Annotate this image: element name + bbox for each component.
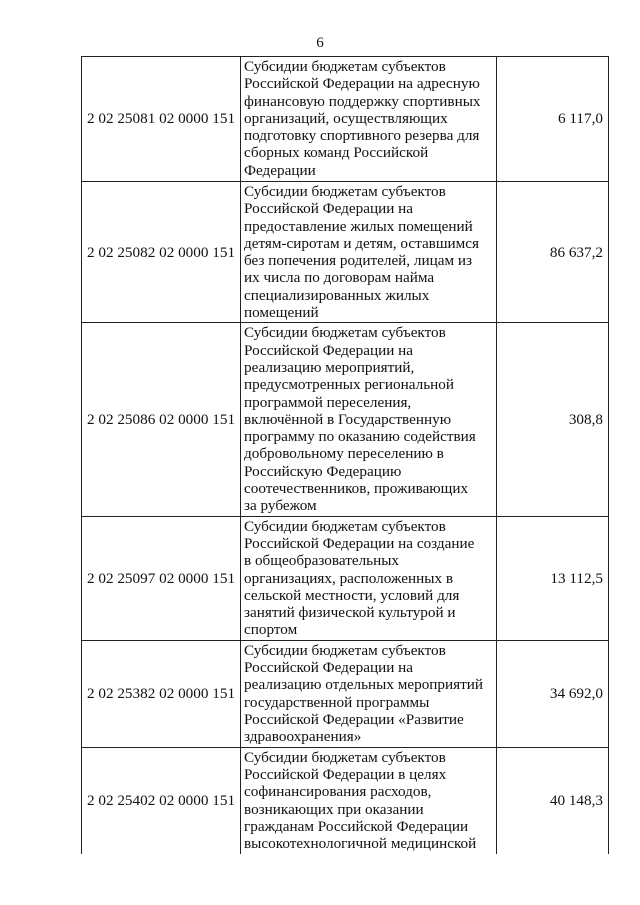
budget-code-cell: 2 02 25382 02 0000 151: [82, 640, 241, 747]
description-line: реализацию отдельных мероприятий: [244, 676, 484, 694]
description-line: Российской Федерации на: [244, 200, 414, 218]
description-line: предусмотренных региональной: [244, 376, 454, 394]
description-line: здравоохранения»: [244, 728, 362, 746]
description-line: помещений: [244, 304, 319, 322]
description-line: включённой в Государственную: [244, 410, 452, 428]
description-cell: [241, 640, 497, 747]
description-line: подготовку спортивного резерва для: [244, 127, 480, 145]
description-line: Субсидии бюджетам субъектов: [244, 58, 446, 75]
description-line: софинансирования расходов,: [244, 783, 432, 801]
description-line: Субсидии бюджетам субъектов: [244, 641, 446, 659]
description-line: в общеобразовательных: [244, 552, 400, 570]
description-line: Субсидии бюджетам субъектов: [244, 517, 446, 535]
description-line: высокотехнологичной медицинской: [244, 835, 477, 853]
description-line: гражданам Российской Федерации: [244, 817, 469, 835]
table-row: [82, 747, 609, 853]
description-line: за рубежом: [244, 497, 317, 515]
amount-cell: 34 692,0: [497, 640, 609, 747]
description-line: организациях, расположенных в: [244, 569, 454, 587]
description-line: без попечения родителей, лицам из: [244, 252, 473, 270]
description-line: Субсидии бюджетам субъектов: [244, 748, 446, 766]
description-line: специализированных жилых: [244, 286, 430, 304]
description-line: программой переселения,: [244, 393, 412, 411]
amount-cell: 13 112,5: [497, 516, 609, 640]
amount-cell: 40 148,3: [497, 747, 609, 853]
description-line: Российской Федерации на: [244, 341, 414, 359]
amount-cell: 308,8: [497, 323, 609, 516]
description-line: программу по оказанию содействия: [244, 428, 476, 446]
page-number: 6: [316, 35, 324, 51]
budget-table: [81, 56, 609, 854]
amount-cell: 86 637,2: [497, 182, 609, 323]
description-line: государственной программы: [244, 693, 430, 711]
budget-code-cell: 2 02 25086 02 0000 151: [82, 323, 241, 516]
budget-code-cell: 2 02 25402 02 0000 151: [82, 747, 241, 853]
description-line: спортом: [244, 621, 298, 639]
table-row: [82, 516, 609, 640]
table-row: [82, 57, 609, 182]
amount-cell: 6 117,0: [497, 57, 609, 182]
description-line: финансовую поддержку спортивных: [244, 92, 481, 110]
description-line: Российской Федерации в целях: [244, 766, 447, 784]
description-line: Субсидии бюджетам субъектов: [244, 183, 446, 200]
description-line: организаций, осуществляющих: [244, 109, 448, 127]
budget-code-cell: 2 02 25081 02 0000 151: [82, 57, 241, 182]
description-cell: [241, 516, 497, 640]
description-line: Субсидии бюджетам субъектов: [244, 324, 446, 342]
description-line: Российской Федерации на создание: [244, 534, 475, 552]
table-row: [82, 182, 609, 323]
budget-code-cell: 2 02 25097 02 0000 151: [82, 516, 241, 640]
description-line: Федерации: [244, 161, 316, 179]
description-cell: [241, 747, 497, 853]
description-line: занятий физической культурой и: [244, 604, 456, 622]
description-line: реализацию мероприятий,: [244, 358, 415, 376]
table-row: [82, 640, 609, 747]
description-line: Российской Федерации на: [244, 659, 414, 677]
description-cell: [241, 57, 497, 182]
description-line: Российской Федерации на адресную: [244, 75, 480, 93]
description-line: добровольному переселению в: [244, 445, 444, 463]
description-line: возникающих при оказании: [244, 800, 424, 818]
budget-code-cell: 2 02 25082 02 0000 151: [82, 182, 241, 323]
description-line: сборных команд Российской: [244, 144, 429, 162]
description-line: Российскую Федерацию: [244, 462, 402, 480]
table-row: [82, 323, 609, 516]
description-cell: [241, 182, 497, 323]
description-line: их числа по договорам найма: [244, 269, 435, 287]
description-line: сельской местности, условий для: [244, 586, 460, 604]
description-line: Российской Федерации «Развитие: [244, 710, 464, 728]
description-line: предоставление жилых помещений: [244, 217, 473, 235]
description-line: детям-сиротам и детям, оставшимся: [244, 234, 480, 252]
description-cell: [241, 323, 497, 516]
description-line: соотечественников, проживающих: [244, 480, 469, 498]
